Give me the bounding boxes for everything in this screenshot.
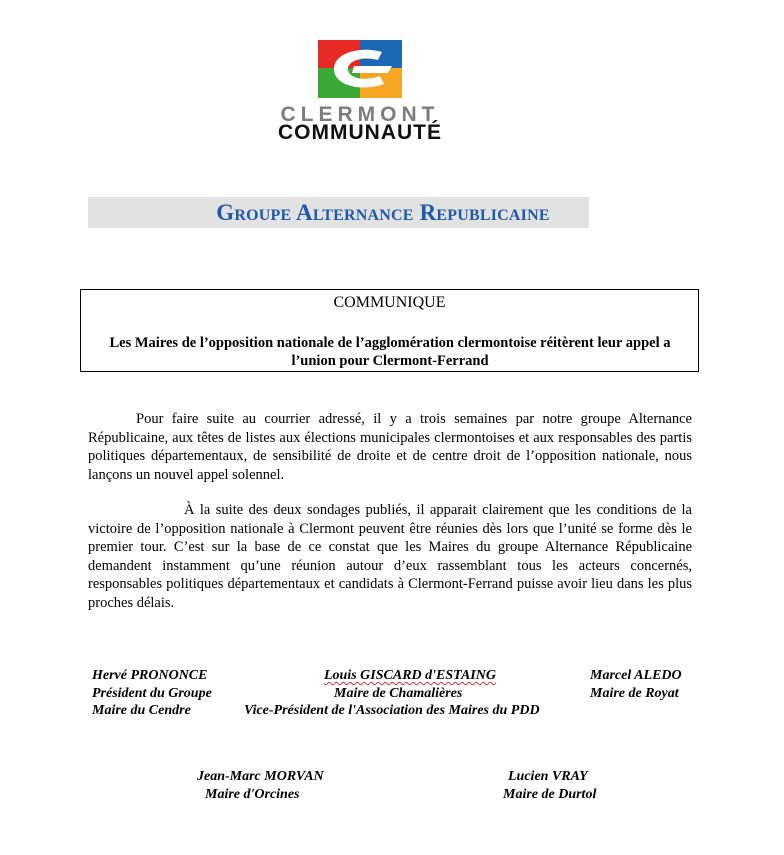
signatory-giscard-association bbox=[244, 702, 540, 720]
signatory-aledo bbox=[590, 667, 682, 702]
clermont-communaute-logo bbox=[244, 40, 476, 144]
signatory-morvan-name bbox=[197, 768, 324, 786]
signatory-title: Maire du Cendre bbox=[92, 703, 191, 718]
logo-emblem-icon bbox=[318, 40, 402, 98]
communique-box bbox=[80, 289, 699, 372]
signatory-giscard-name bbox=[324, 667, 496, 685]
signatory-giscard-title bbox=[334, 685, 462, 703]
signatory-morvan-title bbox=[205, 786, 300, 804]
signatory-title: Maire de Royat bbox=[590, 685, 679, 701]
signatory-vray-name bbox=[508, 768, 588, 786]
signatory-title: Maire de Durtol bbox=[503, 787, 597, 802]
signatory-prononce bbox=[92, 667, 212, 720]
signatory-title: Maire d'Orcines bbox=[205, 787, 300, 802]
communique-title: COMMUNIQUE bbox=[333, 294, 446, 311]
logo-text-line2: COMMUNAUTÉ bbox=[278, 121, 442, 144]
logo-text-line1: CLERMONT bbox=[280, 103, 440, 126]
signatory-name: Louis GISCARD d'ESTAING bbox=[324, 668, 496, 683]
signatory-title: Maire de Chamalières bbox=[334, 685, 463, 701]
signatory-title: Président du Groupe bbox=[92, 685, 212, 701]
body-paragraph-2: À la suite des deux sondages publiés, il apparait clairement que les conditions de la victoire de l’opposition nationale à Clermont peuvent être réunies dès lors que l’unité se forme dès le premier tour. C’est sur la base de ce constat que les Maires du groupe Alternance Républicaine demandent instamment qu’une réunion autour d’eux rassemblant tous les acteurs concernés, responsables politiques départementaux et candidats à Clermont-Ferrand puisse avoir lieu dans les plus proches délais. bbox=[88, 502, 692, 611]
signatory-name: Hervé PRONONCE bbox=[92, 668, 208, 683]
group-title: Groupe Alternance Republicaine bbox=[216, 200, 550, 225]
body-paragraph-1: Pour faire suite au courrier adressé, il y a trois semaines par notre groupe Alternance Républicaine, aux têtes de listes aux élections municipales clermontoises et aux responsables des partis politiques départementaux, de sensibilité de droite et de centre droit de l’opposition nationale, nous lançons un nouvel appel solennel. bbox=[88, 411, 692, 483]
signatory-title: Vice-Président de l'Association des Maires du PDD bbox=[244, 703, 540, 718]
communique-subtitle: Les Maires de l’opposition nationale de l’agglomération clermontoise réitèrent leur appel a l’union pour Clermont-Ferrand bbox=[109, 335, 671, 369]
signatory-name: Lucien VRAY bbox=[508, 769, 588, 784]
signatory-vray-title bbox=[503, 786, 596, 804]
signatory-name: Jean-Marc MORVAN bbox=[197, 769, 324, 784]
signatory-name: Marcel ALEDO bbox=[590, 668, 682, 683]
logo-c-bar bbox=[352, 66, 392, 73]
